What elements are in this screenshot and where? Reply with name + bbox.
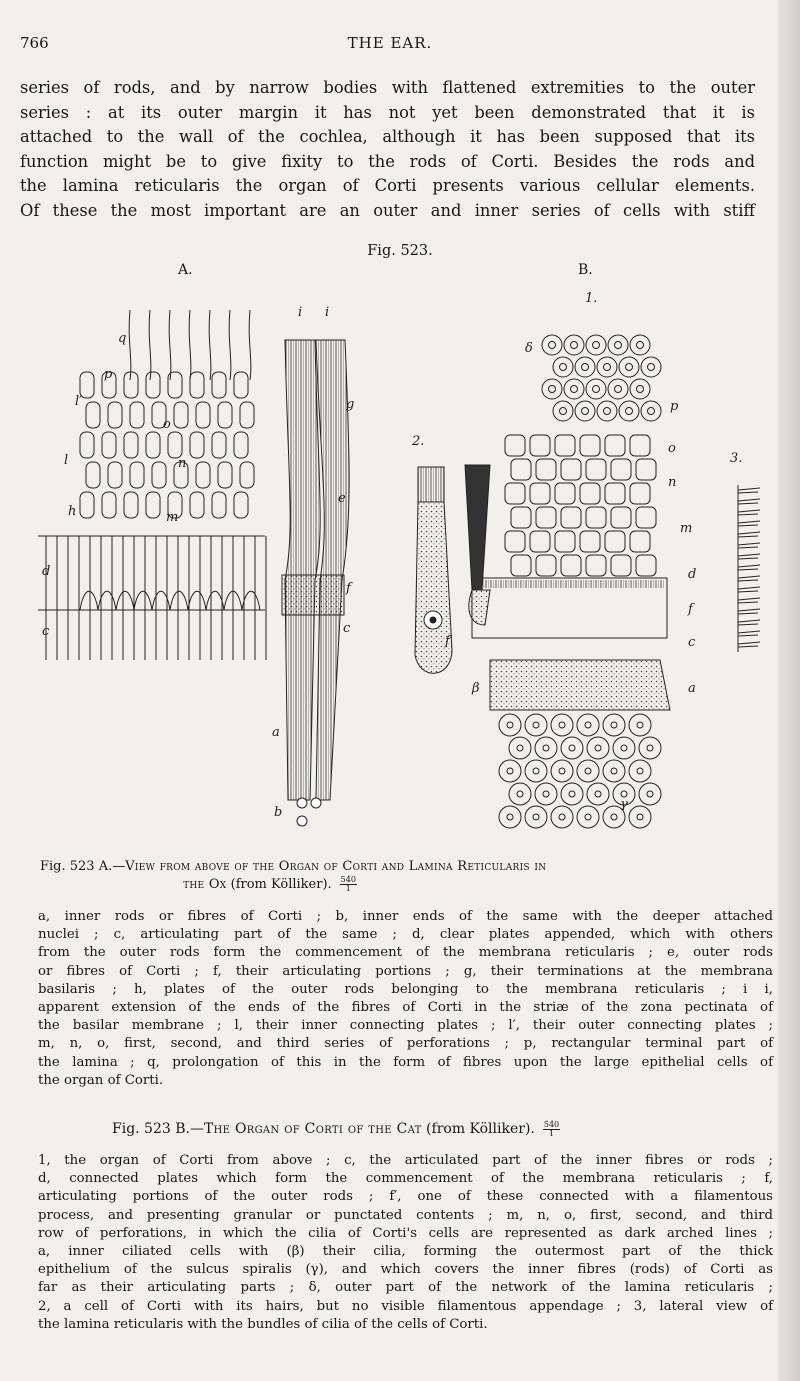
cell-nucleus bbox=[507, 814, 513, 820]
plate-cell bbox=[605, 435, 625, 456]
ciliated-cell bbox=[577, 714, 599, 736]
legend-line: from the outer rods form the commencement of the membrana reticularis ; e, outer rods bbox=[38, 945, 773, 961]
panel-a-label: A. bbox=[178, 262, 193, 278]
ciliated-cell bbox=[499, 714, 521, 736]
ciliated-cell bbox=[499, 806, 521, 828]
plate-cell bbox=[530, 435, 550, 456]
cell-nucleus bbox=[611, 722, 617, 728]
ciliated-cell bbox=[629, 714, 651, 736]
caption-a-magnification: $\frac{540}{1}$ bbox=[340, 875, 356, 893]
caption-b bbox=[112, 1120, 712, 1138]
rod-arch bbox=[134, 591, 152, 610]
epithelial-cell bbox=[619, 357, 639, 377]
plate-cell bbox=[196, 402, 210, 428]
cell-nucleus bbox=[585, 768, 591, 774]
legend-line: the lamina ; q, prolongation of this in the form of fibres upon the large epithelial cells of bbox=[38, 1054, 773, 1070]
label-a: a bbox=[272, 725, 280, 740]
label-p: p bbox=[670, 399, 679, 414]
legend-line: or fibres of Corti ; f, their articulating portions ; g, their terminations at the membrana bbox=[38, 963, 773, 979]
fibre-line bbox=[189, 310, 191, 380]
label-delta: δ bbox=[525, 341, 533, 356]
fibre-line bbox=[229, 310, 231, 380]
cell-nucleus bbox=[582, 408, 589, 415]
legend-line: a, inner rods or fibres of Corti ; b, inner ends of the same with the deeper attached bbox=[38, 909, 773, 924]
plate-cell bbox=[146, 432, 160, 458]
cell-nucleus bbox=[647, 791, 653, 797]
plate-cell bbox=[146, 372, 160, 398]
plate-cell bbox=[152, 462, 166, 488]
page-gutter-shadow bbox=[778, 0, 800, 1381]
ciliated-cell bbox=[551, 714, 573, 736]
cell-nucleus bbox=[582, 364, 589, 371]
cell-nucleus bbox=[533, 768, 539, 774]
plate-cell bbox=[146, 492, 160, 518]
epithelial-cell bbox=[564, 379, 584, 399]
cilia-bundle bbox=[738, 499, 760, 501]
legend-line: 2, a cell of Corti with its hairs, but no visible filamentous appendage ; 3, lateral view of bbox=[38, 1298, 773, 1314]
plate-cell bbox=[174, 402, 188, 428]
epithelial-cell bbox=[575, 357, 595, 377]
plate-cell bbox=[196, 462, 210, 488]
caption-a bbox=[40, 858, 770, 894]
plate-cell bbox=[212, 372, 226, 398]
label-a: a bbox=[688, 681, 696, 696]
plate-cell bbox=[511, 555, 531, 576]
plate-cell bbox=[102, 432, 116, 458]
caption-a-suffix: (from Kölliker). bbox=[226, 877, 332, 892]
cell-nucleus bbox=[621, 745, 627, 751]
plate-cell bbox=[234, 492, 248, 518]
plate-cell bbox=[636, 459, 656, 480]
plate-cell bbox=[580, 531, 600, 552]
cell-nucleus bbox=[533, 722, 539, 728]
cell-nucleus bbox=[549, 386, 556, 393]
cilia-bundle bbox=[738, 488, 760, 490]
caption-b-magnification: $\frac{540}{1}$ bbox=[543, 1119, 560, 1138]
epithelial-cell bbox=[586, 379, 606, 399]
plate-cell bbox=[102, 492, 116, 518]
cilia-bundle bbox=[738, 587, 760, 589]
cell-nucleus bbox=[637, 722, 643, 728]
ciliated-cell bbox=[525, 760, 547, 782]
plate-cell bbox=[636, 555, 656, 576]
ciliated-cell bbox=[587, 737, 609, 759]
epithelial-cell bbox=[630, 379, 650, 399]
cell-nucleus bbox=[569, 791, 575, 797]
label-c: c bbox=[42, 624, 50, 639]
ciliated-cell bbox=[535, 783, 557, 805]
label-l: l bbox=[64, 453, 69, 468]
epithelial-cell bbox=[542, 335, 562, 355]
ciliated-cell bbox=[525, 714, 547, 736]
label-e: e bbox=[338, 491, 346, 506]
ciliated-cell bbox=[613, 737, 635, 759]
intro-line: series of rods, and by narrow bodies with flattened extremities to the outer bbox=[20, 78, 755, 97]
epithelial-cell bbox=[641, 357, 661, 377]
label-beta: β bbox=[472, 681, 480, 696]
cell-nucleus bbox=[549, 342, 556, 349]
cilia-bundle bbox=[738, 510, 760, 512]
caption-b-title: The Organ of Corti of the Cat bbox=[203, 1121, 422, 1137]
lateral-view-3 bbox=[738, 485, 760, 652]
plate-cell bbox=[605, 531, 625, 552]
caption-a-legend bbox=[38, 908, 773, 1090]
epithelial-cell bbox=[586, 335, 606, 355]
legend-line: the organ of Corti. bbox=[38, 1072, 164, 1088]
ciliated-cell bbox=[639, 783, 661, 805]
cell-nucleus bbox=[626, 408, 633, 415]
cilia-bundle bbox=[738, 521, 760, 523]
cell-nucleus bbox=[611, 768, 617, 774]
cilia-bundle bbox=[738, 492, 758, 493]
cilia-bundle bbox=[738, 558, 758, 559]
legend-line: 1, the organ of Corti from above ; c, the articulated part of the inner fibres or rods ; bbox=[38, 1153, 773, 1168]
label-g: g bbox=[346, 397, 355, 412]
plate-cell bbox=[555, 531, 575, 552]
page-header bbox=[20, 34, 760, 56]
cilia-bundle bbox=[738, 503, 758, 504]
cilia-bundle bbox=[738, 631, 760, 633]
cell-nucleus bbox=[543, 745, 549, 751]
plate-cell bbox=[611, 555, 631, 576]
caption-a-prefix: Fig. 523 A.— bbox=[40, 859, 126, 874]
cilia-bundle bbox=[738, 609, 760, 611]
ciliated-cell bbox=[551, 806, 573, 828]
cell-nucleus bbox=[533, 814, 539, 820]
legend-line: far as their articulating parts ; δ, outer part of the network of the lamina reticularis ; bbox=[38, 1280, 773, 1296]
cilia-bundle bbox=[738, 543, 760, 545]
label-i: i bbox=[325, 305, 330, 320]
ciliated-cell bbox=[603, 760, 625, 782]
label-d: d bbox=[688, 567, 697, 582]
cell-nucleus bbox=[593, 342, 600, 349]
ciliated-cell bbox=[587, 783, 609, 805]
plate-cell bbox=[190, 372, 204, 398]
ciliated-cell bbox=[561, 737, 583, 759]
plate-cell bbox=[240, 402, 254, 428]
plate-cell bbox=[586, 555, 606, 576]
label-2: 2. bbox=[412, 434, 425, 449]
plate-cell bbox=[212, 492, 226, 518]
cilia-bundle bbox=[738, 635, 758, 636]
intro-paragraph bbox=[20, 76, 755, 223]
legend-line: the basilar membrane ; l, their inner connecting plates ; l′, their outer connecting plates ; bbox=[38, 1018, 773, 1034]
caption-b-suffix: (from Kölliker). bbox=[421, 1121, 535, 1137]
panel-b-label: B. bbox=[578, 262, 593, 278]
plate-cell bbox=[108, 402, 122, 428]
intro-line: function might be to give fixity to the rods of Corti. Besides the rods and bbox=[20, 151, 755, 171]
cell-nucleus bbox=[615, 386, 622, 393]
plate-cell bbox=[124, 492, 138, 518]
ciliated-cell bbox=[509, 737, 531, 759]
cilia-bundle bbox=[738, 602, 758, 603]
label-b: b bbox=[274, 805, 283, 820]
plate-cell bbox=[80, 432, 94, 458]
plate-cell bbox=[530, 483, 550, 504]
epithelial-cell bbox=[553, 357, 573, 377]
fibre-line bbox=[129, 310, 131, 380]
plate-cell bbox=[630, 531, 650, 552]
plate-cell bbox=[561, 507, 581, 528]
cilia-bundle bbox=[738, 532, 760, 534]
label-1: 1. bbox=[585, 291, 598, 306]
label-o: o bbox=[668, 441, 676, 456]
plate-cell bbox=[586, 459, 606, 480]
label-o: o bbox=[163, 417, 171, 432]
plate-cell bbox=[561, 555, 581, 576]
cell-nucleus bbox=[517, 745, 523, 751]
cell-nucleus bbox=[559, 814, 565, 820]
cell-nucleus bbox=[615, 342, 622, 349]
plate-cell bbox=[130, 402, 144, 428]
plate-cell bbox=[234, 432, 248, 458]
plate-cell bbox=[536, 555, 556, 576]
cell-nucleus bbox=[595, 791, 601, 797]
plate-cell bbox=[190, 432, 204, 458]
legend-line: articulating portions of the outer rods ; f′, one of these connected with a filamentous bbox=[38, 1189, 773, 1205]
epithelial-cell bbox=[553, 401, 573, 421]
rod-arch bbox=[116, 591, 134, 610]
epithelial-cell bbox=[597, 401, 617, 421]
label-c: c bbox=[343, 621, 351, 636]
epithelial-cell bbox=[608, 379, 628, 399]
caption-a-title: View from above of the Organ of Corti and Lamina Reticularis in bbox=[125, 859, 547, 874]
rod-arch bbox=[80, 591, 98, 610]
cell-nucleus bbox=[611, 814, 617, 820]
plate-cell bbox=[190, 492, 204, 518]
plate-cell bbox=[536, 507, 556, 528]
plate-cell bbox=[86, 462, 100, 488]
cell-nucleus bbox=[560, 408, 567, 415]
cilia-bundle bbox=[738, 576, 760, 578]
panel-a-drawing bbox=[38, 310, 349, 826]
plate-cell bbox=[234, 372, 248, 398]
intro-line: Of these the most important are an outer and inner series of cells with stiff bbox=[20, 200, 755, 220]
plate-cell bbox=[636, 507, 656, 528]
cell-nucleus bbox=[604, 408, 611, 415]
plate-cell bbox=[586, 507, 606, 528]
plate-cell bbox=[124, 372, 138, 398]
ciliated-cell bbox=[561, 783, 583, 805]
epithelial-cell bbox=[608, 335, 628, 355]
plate-cell bbox=[505, 435, 525, 456]
plate-cell bbox=[505, 483, 525, 504]
cell-nucleus bbox=[543, 791, 549, 797]
plate-cell bbox=[80, 492, 94, 518]
ciliated-cell bbox=[577, 760, 599, 782]
organ-of-corti-illustration bbox=[20, 280, 780, 840]
ciliated-cell bbox=[535, 737, 557, 759]
epithelial-cell bbox=[564, 335, 584, 355]
label-f: f bbox=[346, 581, 351, 596]
fibre-line bbox=[169, 310, 171, 380]
plate-cell bbox=[611, 459, 631, 480]
plate-cell bbox=[580, 483, 600, 504]
legend-line: m, n, o, first, second, and third series of perforations ; p, rectangular terminal part of bbox=[38, 1036, 773, 1052]
plate-cell bbox=[611, 507, 631, 528]
plate-cell bbox=[511, 459, 531, 480]
cilia-bundle bbox=[738, 525, 758, 526]
ciliated-cell bbox=[525, 806, 547, 828]
label-q: q bbox=[118, 331, 127, 346]
cilia-bundle bbox=[738, 613, 758, 614]
legend-line: basilaris ; h, plates of the outer rods belonging to the membrana reticularis ; i i, bbox=[38, 981, 773, 997]
label-f: f bbox=[688, 602, 693, 617]
epithelial-cell bbox=[597, 357, 617, 377]
cilia-bundle bbox=[738, 569, 758, 570]
cell-nucleus bbox=[559, 722, 565, 728]
plate-cell bbox=[124, 432, 138, 458]
label-l-prime: l′ bbox=[75, 394, 83, 409]
panel-b-drawing bbox=[472, 335, 670, 828]
legend-line: nuclei ; c, articulating part of the same ; d, clear plates appended, which with others bbox=[38, 927, 773, 943]
plate-cell bbox=[511, 507, 531, 528]
label-h: h bbox=[68, 504, 77, 519]
cilia-bundle bbox=[738, 598, 760, 600]
fibre-line bbox=[209, 310, 211, 380]
intro-line: the lamina reticularis the organ of Corti presents various cellular elements. bbox=[20, 176, 755, 195]
running-title: THE EAR. bbox=[347, 34, 433, 52]
cilia-bundle bbox=[738, 620, 760, 622]
cilia-bundle bbox=[738, 580, 758, 581]
cilia-bundle bbox=[738, 642, 760, 644]
cell-nucleus bbox=[585, 814, 591, 820]
legend-line: apparent extension of the ends of the fibres of Corti in the striæ of the zona pectinata of bbox=[38, 1000, 773, 1016]
page-number: 766 bbox=[20, 34, 49, 52]
cell-nucleus bbox=[637, 386, 644, 393]
plate-cell bbox=[555, 435, 575, 456]
rod-arch bbox=[188, 591, 206, 610]
plate-cell bbox=[561, 459, 581, 480]
cell-nucleus bbox=[604, 364, 611, 371]
caption-a-title2: the Ox bbox=[183, 877, 227, 892]
epithelial-cell bbox=[630, 335, 650, 355]
cell-nucleus bbox=[637, 814, 643, 820]
cilia-bundle bbox=[738, 536, 758, 537]
cell-nucleus bbox=[637, 342, 644, 349]
cilia-bundle bbox=[738, 554, 760, 556]
plate-cell bbox=[580, 435, 600, 456]
fibre-line bbox=[249, 310, 251, 380]
plate-cell bbox=[130, 462, 144, 488]
cilia-bundle bbox=[738, 591, 758, 592]
plate-cell bbox=[212, 432, 226, 458]
intro-line: attached to the wall of the cochlea, although it has been supposed that its bbox=[20, 127, 755, 146]
cilia-bundle bbox=[738, 565, 760, 567]
ciliated-cell bbox=[639, 737, 661, 759]
label-gamma: γ bbox=[620, 797, 628, 812]
cell-nucleus bbox=[560, 364, 567, 371]
cilia-bundle bbox=[738, 646, 758, 647]
cell-nucleus bbox=[507, 768, 513, 774]
label-c: c bbox=[688, 635, 696, 650]
caption-a-line2 bbox=[40, 876, 500, 894]
legend-line: row of perforations, in which the cilia of Corti's cells are represented as dark arched lines ; bbox=[38, 1225, 773, 1241]
ciliated-cell bbox=[499, 760, 521, 782]
plate-cell bbox=[168, 432, 182, 458]
plate-cell bbox=[605, 483, 625, 504]
cell-nucleus bbox=[626, 364, 633, 371]
cell-nucleus bbox=[647, 745, 653, 751]
cell-nucleus bbox=[637, 768, 643, 774]
epithelial-cell bbox=[575, 401, 595, 421]
plate-cell bbox=[505, 531, 525, 552]
epithelial-cell bbox=[641, 401, 661, 421]
ciliated-cell bbox=[551, 760, 573, 782]
label-n: n bbox=[668, 475, 677, 490]
legend-line: process, and presenting granular or punctated contents ; m, n, o, first, second, and third bbox=[38, 1207, 773, 1223]
plate-cell bbox=[86, 402, 100, 428]
plate-cell bbox=[218, 402, 232, 428]
rod-arch bbox=[242, 591, 260, 610]
plate-cell bbox=[555, 483, 575, 504]
ciliated-cell bbox=[577, 806, 599, 828]
legend-line: epithelium of the sulcus spiralis (γ), and which covers the inner fibres (rods) of Corti as bbox=[38, 1262, 773, 1278]
label-d: d bbox=[42, 564, 51, 579]
plate-cell bbox=[240, 462, 254, 488]
label-n: n bbox=[178, 456, 187, 471]
legend-line: the lamina reticularis with the bundles of cilia of the cells of Corti. bbox=[38, 1316, 488, 1332]
cell-nucleus bbox=[595, 745, 601, 751]
intro-line: series : at its outer margin it has not yet been demonstrated that it is bbox=[20, 102, 755, 122]
epithelial-cell bbox=[619, 401, 639, 421]
label-m: m bbox=[166, 510, 179, 525]
label-p: p bbox=[104, 367, 113, 382]
plate-cell bbox=[630, 483, 650, 504]
cilia-bundle bbox=[738, 547, 758, 548]
label-3: 3. bbox=[730, 451, 743, 466]
cell-nucleus bbox=[648, 408, 655, 415]
rod-arch bbox=[170, 591, 188, 610]
cell-nucleus bbox=[507, 722, 513, 728]
plate-cell bbox=[630, 435, 650, 456]
label-f-prime: f′ bbox=[445, 634, 453, 649]
cell-nucleus bbox=[559, 768, 565, 774]
caption-b-legend bbox=[38, 1152, 773, 1334]
cell-nucleus bbox=[585, 722, 591, 728]
ciliated-cell bbox=[603, 714, 625, 736]
figure-title: Fig. 523. bbox=[367, 243, 433, 259]
label-m: m bbox=[680, 521, 693, 536]
rod-arch bbox=[206, 591, 224, 610]
cilia-bundle bbox=[738, 624, 758, 625]
epithelial-cell bbox=[542, 379, 562, 399]
plate-cell bbox=[108, 462, 122, 488]
caption-b-prefix: Fig. 523 B.— bbox=[112, 1121, 204, 1137]
cell-nucleus bbox=[648, 364, 655, 371]
cell-nucleus bbox=[517, 791, 523, 797]
ciliated-cell bbox=[509, 783, 531, 805]
legend-line: a, inner ciliated cells with (β) their cilia, forming the outermost part of the thick bbox=[38, 1244, 773, 1260]
cell-nucleus bbox=[571, 386, 578, 393]
cell-nucleus bbox=[593, 386, 600, 393]
ciliated-cell bbox=[629, 760, 651, 782]
fibre-line bbox=[149, 310, 151, 380]
label-i: i bbox=[298, 305, 303, 320]
plate-cell bbox=[536, 459, 556, 480]
legend-line: d, connected plates which form the commencement of the membrana reticularis ; f, bbox=[38, 1171, 773, 1187]
plate-cell bbox=[530, 531, 550, 552]
cell-nucleus bbox=[569, 745, 575, 751]
ciliated-cell bbox=[629, 806, 651, 828]
plate-cell bbox=[218, 462, 232, 488]
cell-nucleus bbox=[571, 342, 578, 349]
cilia-bundle bbox=[738, 514, 758, 515]
